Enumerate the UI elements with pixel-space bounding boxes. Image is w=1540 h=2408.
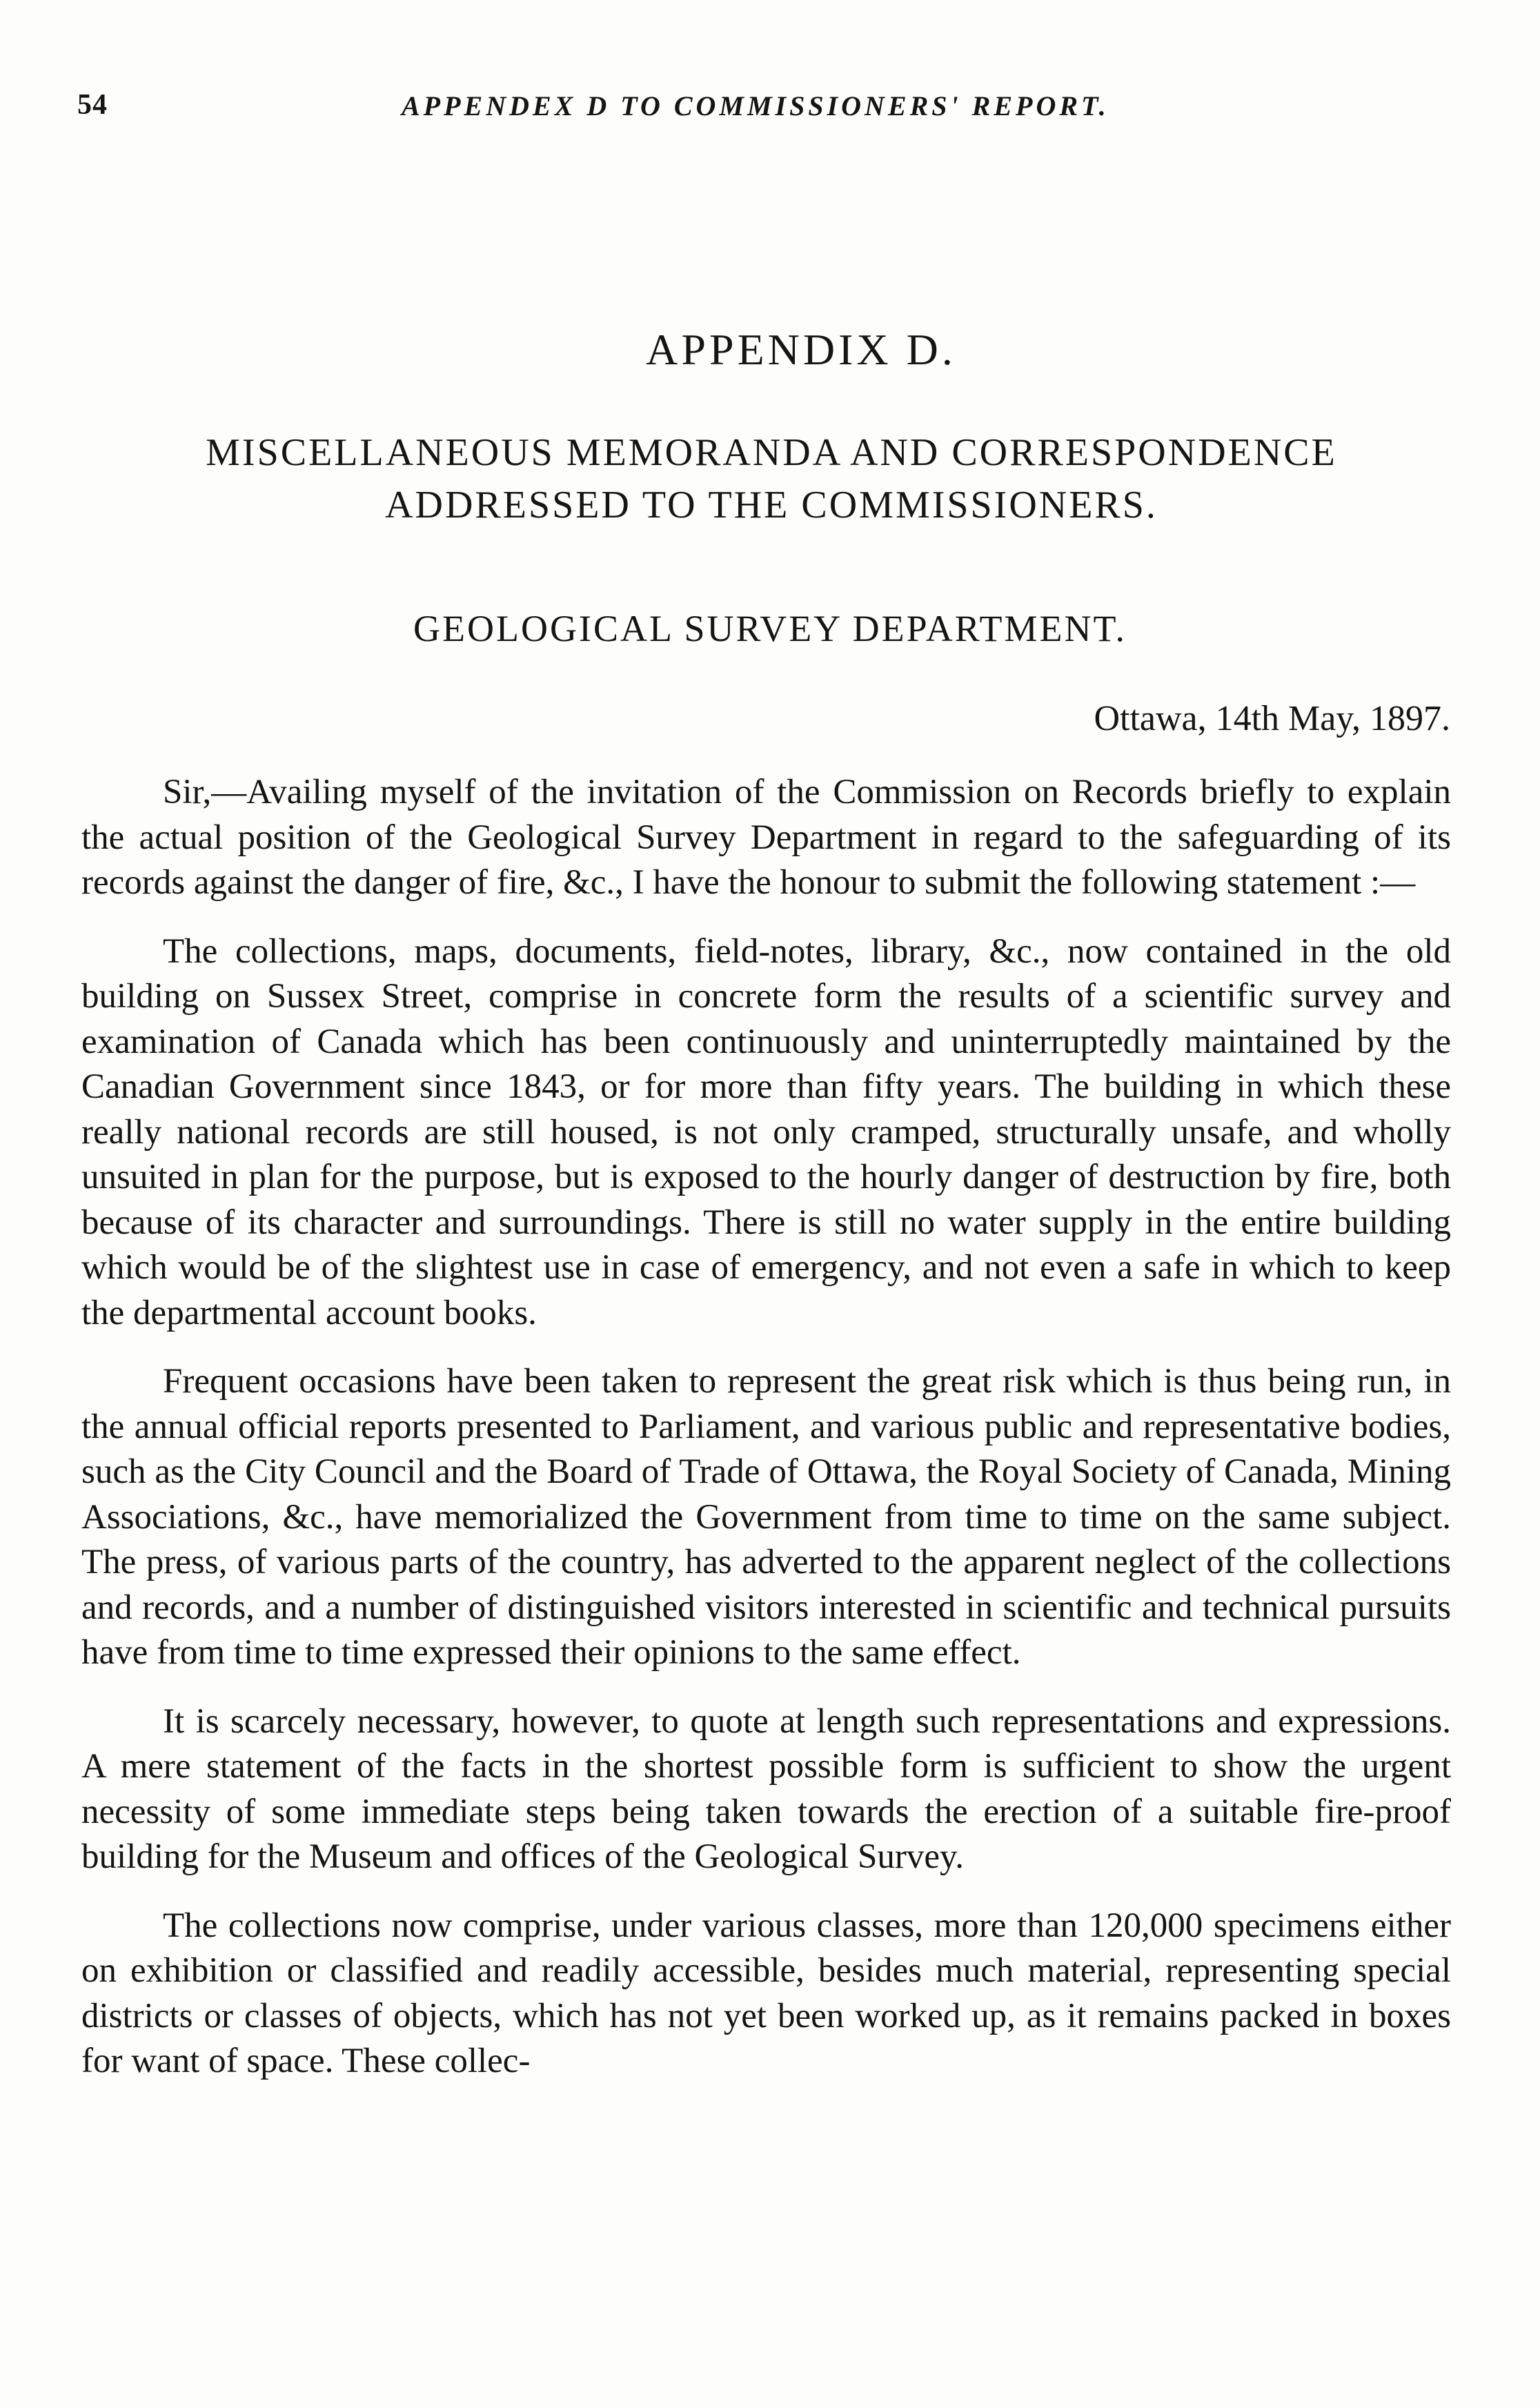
paragraph: The collections now comprise, under various classes, more than 120,000 specimens either on exhibition or classified and readily accessible, besides much material, representing special districts or classes of objects, which has not yet been worked up, as it remains packed in boxes for want of space. These collec-	[81, 1906, 1451, 2080]
page-number: 54	[77, 89, 108, 121]
paragraph: Sir,—Availing myself of the invitation of the Commission on Records briefly to explain the actual position of the Geological Survey Department in regard to the safeguarding of its records against the danger of fire, &c., I have the honour to submit the following statement :—	[81, 773, 1451, 902]
section-subtitle: MISCELLANEOUS MEMORANDA AND CORRESPONDENCE ADDRESSED TO THE COMMISSIONERS.	[206, 431, 1337, 526]
running-head	[77, 88, 1443, 130]
paragraph: The collections, maps, documents, field-notes, library, &c., now contained in the old building on Sussex Street, comprise in concrete form the results of a scientific survey and examination of Canada which has been continuously and uninterruptedly maintained by the Canadian Government since 1843, or for more than fifty years. The building in which these really national records are still housed, is not only cramped, structurally unsafe, and wholly unsuited in plan for the purpose, but is exposed to the hourly danger of destruction by fire, both because of its character and surroundings. There is still no water supply in the entire building which would be of the slightest use in case of emergency, and not even a safe in which to keep the departmental account books.	[81, 931, 1451, 1332]
paragraph: It is scarcely necessary, however, to quote at length such representations and expressions. A mere statement of the facts in the shortest possible form is sufficient to show the urgent necessity of some immediate steps being taken towards the erection of a suitable fire-proof building for the Museum and offices of the Geological Survey.	[81, 1701, 1451, 1876]
running-title: APPENDEX D TO COMMISSIONERS' REPORT.	[402, 90, 1109, 121]
paragraph: Frequent occasions have been taken to represent the great risk which is thus being run, in the annual official reports presented to Parliament, and various public and representative bodies, such as the City Council and the Board of Trade of Ottawa, the Royal Society of Canada, Mining Associations, &c., have memorialized the Government from time to time on the same subject. The press, of various parts of the country, has adverted to the apparent neglect of the collections and records, and a number of distinguished visitors interested in scientific and technical pursuits have from time to time expressed their opinions to the same effect.	[81, 1362, 1451, 1672]
appendix-title: APPENDIX D.	[646, 325, 956, 374]
letter-body	[81, 770, 1451, 2108]
department-heading: GEOLOGICAL SURVEY DEPARTMENT.	[413, 608, 1127, 649]
dateline: Ottawa, 14th May, 1897.	[1094, 699, 1450, 738]
